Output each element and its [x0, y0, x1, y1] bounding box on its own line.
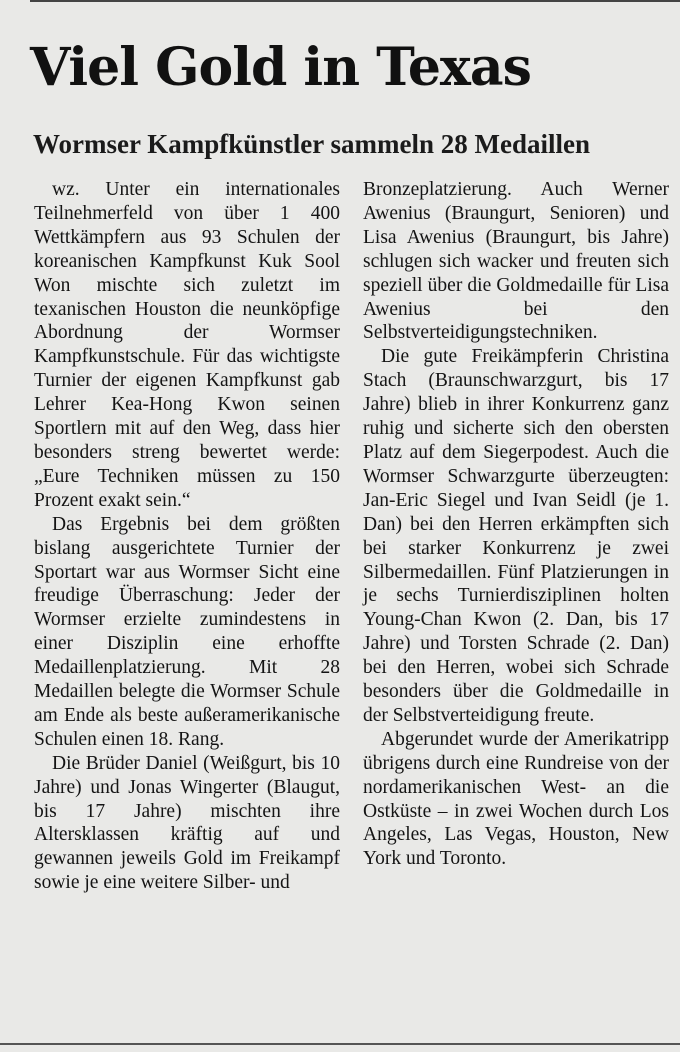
subheadline: Wormser Kampfkünstler sammeln 28 Medaillen	[33, 129, 590, 159]
bottom-rule	[0, 1043, 680, 1045]
paragraph: Abgerundet wurde der Amerikatripp übrigens durch eine Rundreise von der nordamerikanischen West- an die Ostküste – in zwei Wochen durch Los Angeles, Las Vegas, Houston, New York und Toronto.	[363, 728, 669, 870]
paragraph: Die Brüder Daniel (Weißgurt, bis 10 Jahre) und Jonas Wingerter (Blaugut, bis 17 Jahre) mischten ihre Altersklassen kräftig auf und gewannen jeweils Gold im Freikampf sowie je eine weitere Silber- und	[34, 752, 340, 894]
top-rule	[30, 0, 680, 2]
headline: Viel Gold in Texas	[30, 37, 531, 98]
paragraph: Bronzeplatzierung. Auch Werner Awenius (Braungurt, Senioren) und Lisa Awenius (Braungurt, bis Jahre) schlugen sich wacker und freuten sich speziell über die Goldmedaille für Lisa Awenius bei den Selbstverteidigungstechniken.	[363, 179, 669, 344]
paragraph: wz. Unter ein internationales Teilnehmerfeld von über 1 400 Wettkämpfern aus 93 Schulen der koreanischen Kampfkunst Kuk Sool Won mischte sich zuletzt im texanischen Houston die neunköpfige Abordnung der Wormser Kampfkunstschule. Für das wichtigste Turnier der eigenen Kampfkunst gab Lehrer Kea-Hong Kwon seinen Sportlern mit auf den Weg, dass hier besonders streng bewertet werde: „Eure Techniken müssen zu 150 Prozent exakt sein.“	[34, 179, 340, 511]
right-column	[363, 178, 669, 871]
left-column	[34, 178, 340, 895]
paragraph: Die gute Freikämpferin Christina Stach (Braunschwarzgurt, bis 17 Jahre) blieb in ihrer Konkurrenz ganz ruhig und sicherte sich den obersten Platz auf dem Siegerpodest. Auch die Wormser Schwarzgurte überzeugten: Jan-Eric Siegel und Ivan Seidl (je 1. Dan) bei den Herren erkämpften sich bei starker Konkurrenz je zwei Silbermedaillen. Fünf Platzierungen in je sechs Turnierdisziplinen holten Young-Chan Kwon (2. Dan, bis 17 Jahre) und Torsten Schrade (2. Dan) bei den Herren, wobei sich Schrade besonders über die Goldmedaille in der Selbstverteidigung freute.	[363, 346, 669, 726]
paragraph: Das Ergebnis bei dem größten bislang ausgerichtete Turnier der Sportart war aus Wormser Sicht eine freudige Überraschung: Jeder der Wormser erzielte zumindestens in einer Disziplin eine erhoffte Medaillenplatzierung. Mit 28 Medaillen belegte die Wormser Schule am Ende als beste außeramerikanische Schulen einen 18. Rang.	[34, 513, 340, 750]
